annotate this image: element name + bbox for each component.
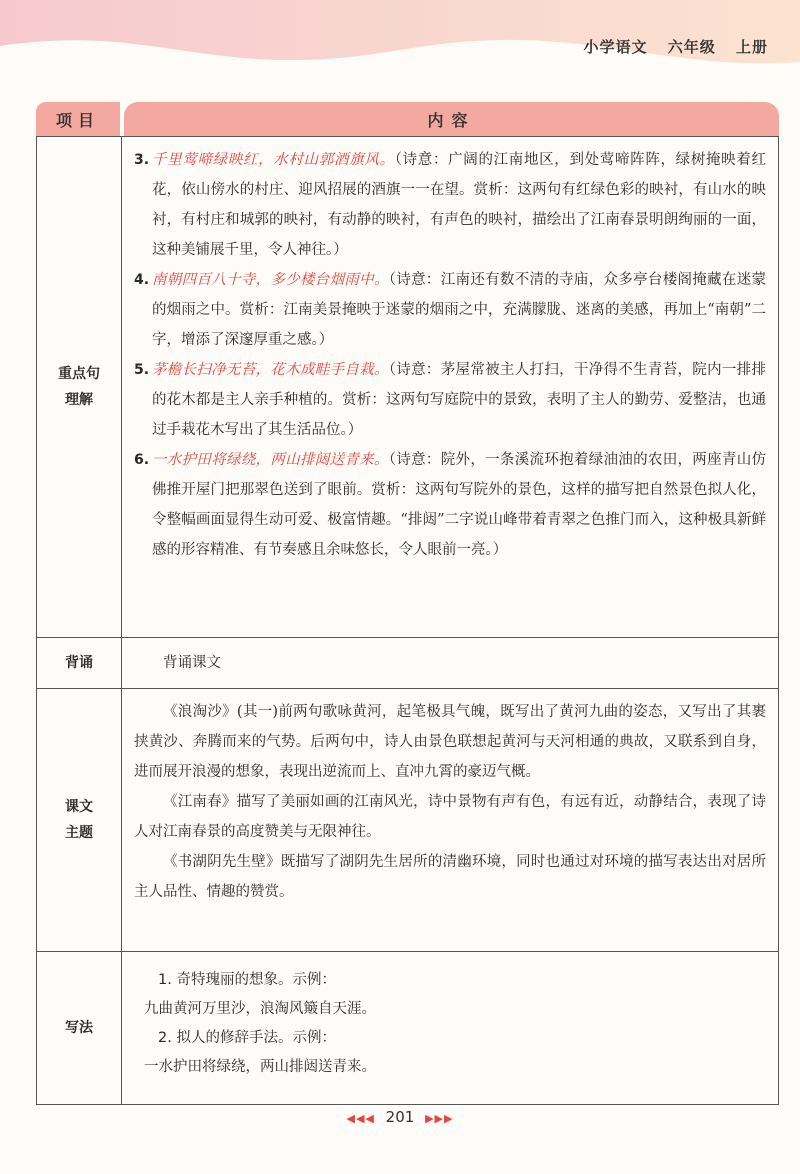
page-number: 201: [385, 1108, 415, 1126]
label-key-sentences: 重点句 理解: [37, 137, 122, 637]
explanation: （诗意：茅屋常被主人打扫，干净得不生青苔，院内一排排的花木都是主人亲手种植的。赏析：这两句写庭院中的景致，表明了主人的勤劳、爱整洁，也通过手栽花木写出了其生活品位。）: [152, 362, 766, 438]
book-title: [569, 36, 768, 57]
volume-label: 上册: [735, 38, 768, 56]
label-recite: 背诵: [37, 638, 122, 688]
writing-point: 1. 奇特瑰丽的想象。示例：: [158, 972, 336, 988]
list-item: 5. 茅檐长扫净无苔，花木成畦手自栽。（诗意：茅屋常被主人打扫，干净得不生青苔，院内一排排的花木都是主人亲手种植的。赏析：这两句写庭院中的景致，表明了主人的勤劳、爱整洁，也通过手栽花木写出了其生活品位。）: [134, 362, 766, 438]
row-theme: [37, 688, 778, 951]
label-theme: 课文 主题: [37, 689, 122, 951]
writing-point: 2. 拟人的修辞手法。示例：: [158, 1030, 336, 1046]
recite-text: 背诵课文: [163, 655, 221, 671]
explanation: （诗意：江南还有数不清的寺庙，众多亭台楼阁掩藏在迷蒙的烟雨之中。赏析：江南美景掩映于迷蒙的烟雨之中，充满朦胧、迷离的美感，再加上“南朝”二字，增添了深邃厚重之感。）: [152, 272, 766, 348]
writing-content: [122, 952, 778, 1104]
writing-example: 一水护田将绿绕，两山排闼送青来。: [144, 1059, 376, 1075]
col-header-item: 项目: [36, 102, 120, 136]
writing-example: 九曲黄河万里沙，浪淘风簸自天涯。: [144, 1001, 376, 1017]
explanation: （诗意：广阔的江南地区，到处莺啼阵阵，绿树掩映着红花，依山傍水的村庄、迎风招展的酒旗一一在望。赏析：这两句有红绿色彩的映衬，有山水的映衬，有村庄和城郭的映衬，有动静的映衬，有声色的映衬，描绘出了江南春景明朗绚丽的一面，这种美铺展千里，令人神往。）: [152, 152, 767, 258]
label-writing: 写法: [37, 952, 122, 1104]
quote: 茅檐长扫净无苔，花木成畦手自栽。: [152, 362, 389, 378]
page-footer: [0, 1108, 800, 1126]
row-key-sentences: [37, 137, 778, 637]
table-body: [36, 136, 779, 1105]
col-header-content: 内容: [124, 102, 779, 136]
list-item: 4. 南朝四百八十寺，多少楼台烟雨中。（诗意：江南还有数不清的寺庙，众多亭台楼阁掩藏在迷蒙的烟雨之中。赏析：江南美景掩映于迷蒙的烟雨之中，充满朦胧、迷离的美感，再加上“南朝”二字，增添了深邃厚重之感。）: [134, 272, 766, 348]
list-item: 3. 千里莺啼绿映红，水村山郭酒旗风。（诗意：广阔的江南地区，到处莺啼阵阵，绿树掩映着红花，依山傍水的村庄、迎风招展的酒旗一一在望。赏析：这两句有红绿色彩的映衬，有山水的映衬，有村庄和城郭的映衬，有动静的映衬，有声色的映衬，描绘出了江南春景明朗绚丽的一面，这种美铺展千里，令人神往。）: [134, 152, 767, 258]
quote: 南朝四百八十寺，多少楼台烟雨中。: [152, 272, 389, 288]
grade-label: 六年级: [667, 38, 716, 56]
theme-paragraph: 《书湖阴先生壁》既描写了湖阴先生居所的清幽环境，同时也通过对环境的描写表达出对居所主人品性、情趣的赞赏。: [134, 854, 766, 900]
right-arrows-icon: ▶▶▶: [425, 1112, 454, 1125]
key-sentences-content: [122, 137, 778, 637]
theme-content: [122, 689, 778, 951]
quote: 千里莺啼绿映红，水村山郭酒旗风。: [152, 152, 395, 168]
left-arrows-icon: ◀◀◀: [346, 1112, 375, 1125]
theme-paragraph: 《江南春》描写了美丽如画的江南风光，诗中景物有声有色，有远有近，动静结合，表现了诗人对江南春景的高度赞美与无限神往。: [134, 794, 766, 840]
list-item: 6. 一水护田将绿绕，两山排闼送青来。（诗意：院外，一条溪流环抱着绿油油的农田，两座青山仿佛推开屋门把那翠色送到了眼前。赏析：这两句写院外的景色，这样的描写把自然景色拟人化，令整幅画面显得生动可爱、极富情趣。“排闼”二字说山峰带着青翠之色推门而入，这种极具新鲜感的形容精准、有节奏感且余味悠长，令人眼前一亮。）: [134, 452, 766, 558]
quote: 一水护田将绿绕，两山排闼送青来。: [152, 452, 389, 468]
table-header: [36, 102, 779, 136]
content-table: [36, 102, 779, 1105]
row-recite: [37, 637, 778, 688]
theme-paragraph: 《浪淘沙》(其一)前两句歌咏黄河，起笔极具气魄，既写出了黄河九曲的姿态，又写出了其裹挟黄沙、奔腾而来的气势。后两句中，诗人由景色联想起黄河与天河相通的典故，又联系到自身，进而展开浪漫的想象，表现出逆流而上、直冲九霄的豪迈气概。: [134, 704, 766, 780]
subject-label: 小学语文: [583, 38, 648, 56]
recite-content: [122, 638, 778, 688]
row-writing: [37, 951, 778, 1104]
explanation: （诗意：院外，一条溪流环抱着绿油油的农田，两座青山仿佛推开屋门把那翠色送到了眼前。赏析：这两句写院外的景色，这样的描写把自然景色拟人化，令整幅画面显得生动可爱、极富情趣。“排闼”二字说山峰带着青翠之色推门而入，这种极具新鲜感的形容精准、有节奏感且余味悠长，令人眼前一亮。）: [152, 452, 766, 558]
